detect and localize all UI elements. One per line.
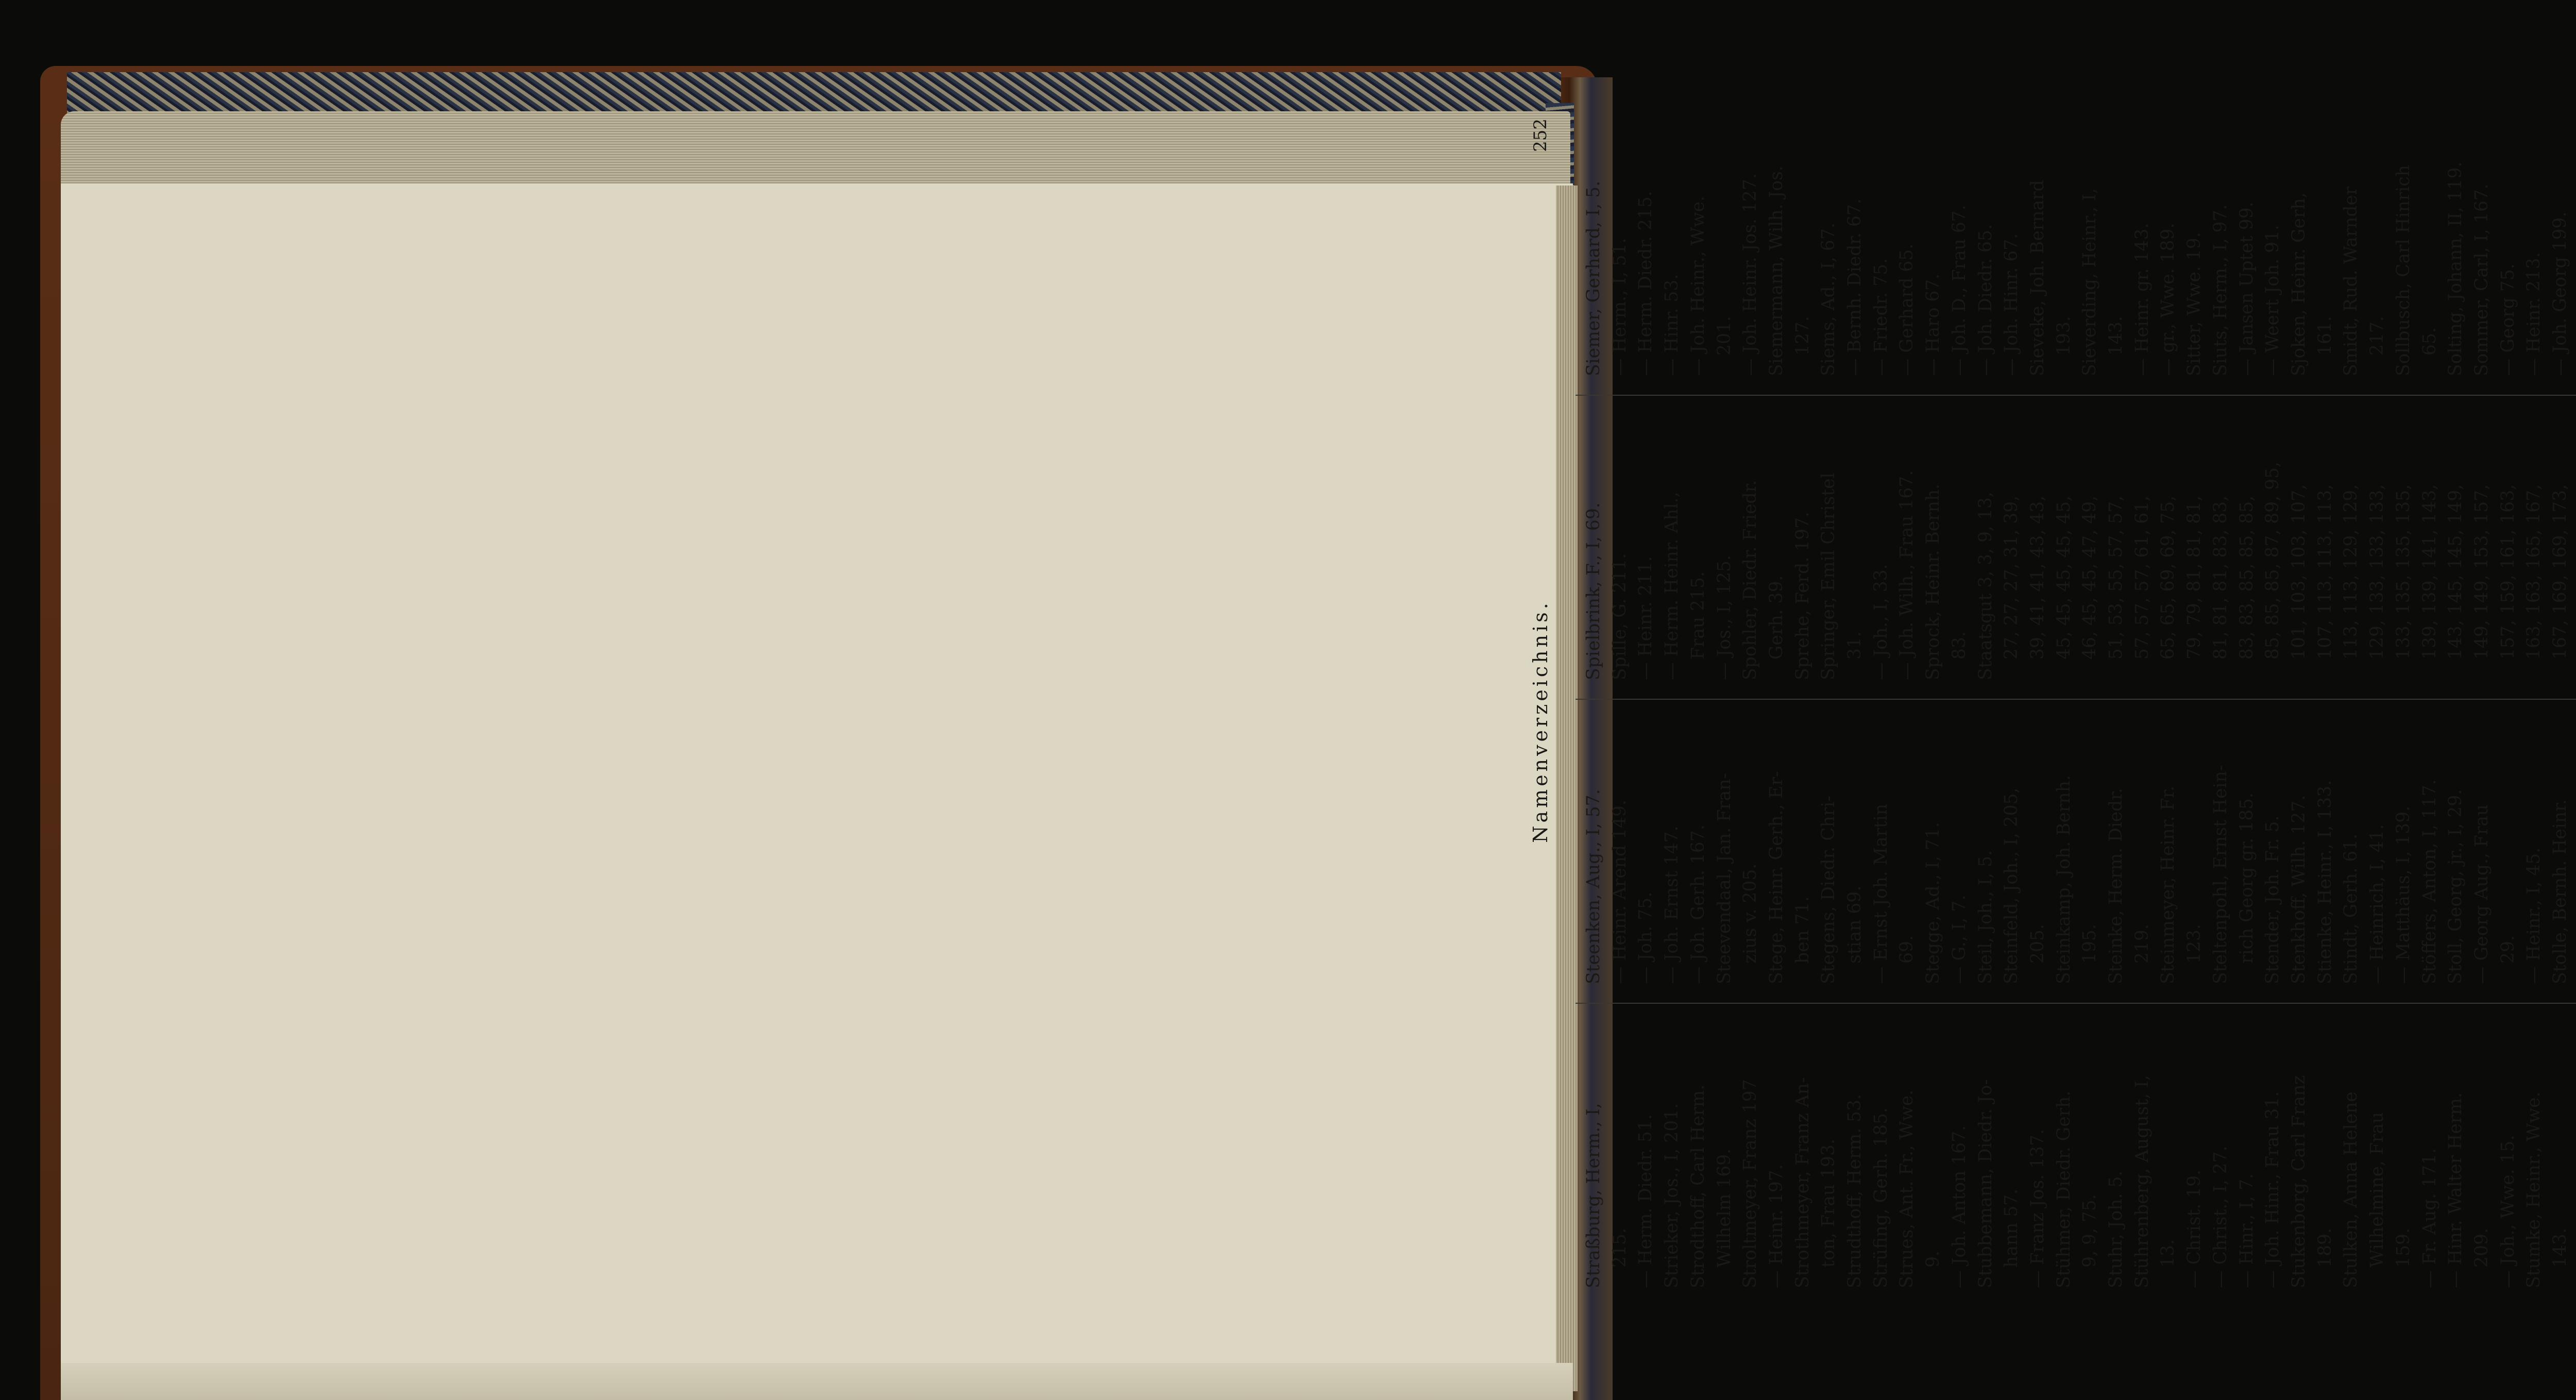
index-entry: Sieveke, Joh. Bernard (2027, 180, 2048, 376)
index-entry: Stegens, Diedr. Chri- (1818, 796, 1839, 984)
index-entry: — Georg Aug., Frau (2471, 804, 2492, 984)
index-entry: Sitter, Wwe. 19. (2184, 232, 2205, 376)
index-entry: Stenkhoff, Wilh. 127. (2288, 795, 2309, 984)
index-entry: Strieker, Jos., I, 201. (1662, 1103, 1683, 1288)
index-entry: — Jansen Uptet 99. (2236, 201, 2257, 376)
index-entry: — Hinr. Walter Herm. (2445, 1092, 2466, 1288)
index-entry: — Heinrich, I, 41. (2367, 824, 2388, 984)
index-entry-continuation: Wilhelm 169. (1714, 1148, 1735, 1268)
index-entry: — Friedr. 75. (1870, 258, 1891, 376)
index-entry-continuation: 79, 79, 81, 81, 81, (2184, 495, 2205, 660)
index-entry: Spille, G. 211. (1609, 553, 1630, 680)
index-entry: Strodthoff, Carl Herm. (1687, 1084, 1708, 1288)
index-entry-continuation: Wilhelmine, Frau (2367, 1111, 2388, 1268)
index-entry: — Hinr. 53. (1662, 274, 1683, 376)
index-entry-continuation: 217. (2367, 316, 2388, 356)
index-entry: — Herm., I, 51. (1609, 238, 1630, 376)
index-entry: Stroltmeyer, Franz 197 (1740, 1079, 1761, 1288)
index-entry: Sprehe, Ferd. 197. (1792, 512, 1813, 680)
index-entry-continuation: 27, 27, 27, 31, 39, (2001, 495, 2022, 660)
index-entry-continuation: 81, 81, 81, 83, 83, (2210, 495, 2231, 660)
index-entry-continuation: 149, 149, 153, 157, (2471, 484, 2492, 660)
index-entry: — gr., Wwe. 189. (2158, 223, 2179, 376)
index-entry: Stumke, Heinr., Wwe. (2523, 1091, 2545, 1288)
index-entry-continuation: 201. (1714, 316, 1735, 356)
index-entry: — Christ. 19. (2184, 1170, 2205, 1288)
index-entry: Stuhr, Joh. 5. (2106, 1170, 2127, 1288)
index-entry: Springer, Emil Christel (1818, 473, 1839, 680)
index-entry: — Matthäus, I, 139. (2393, 805, 2414, 984)
index-entry-continuation: 129, 133, 133, 133, (2367, 484, 2388, 660)
index-entry-continuation: 143. (2550, 1228, 2571, 1268)
index-entry: — Hinr., I, 7. (2236, 1173, 2257, 1288)
index-entry-continuation: Gerh. 39. (1766, 575, 1787, 660)
index-entry: Sieverding, Heinr., I, (2079, 188, 2100, 376)
index-entry: — Fr. Aug. 171. (2419, 1148, 2440, 1288)
index-entry: Siemer, Gerhard, I, 5. (1583, 180, 1604, 376)
index-entry-continuation: 83. (1948, 631, 1970, 660)
index-entry: — Joh. Wilh., Frau 167. (1896, 470, 1918, 680)
page-gutter (61, 1363, 1573, 1400)
index-entry: Stegge, Ad., I, 71. (1923, 822, 1944, 984)
index-entry: Siems, Ad., I, 67. (1818, 223, 1839, 376)
index-entry-continuation: 143, 145, 145, 149, (2445, 484, 2466, 660)
index-entry-continuation: 161. (2314, 316, 2335, 356)
index-entry: — Joh. Diedr. 65. (1975, 224, 1996, 376)
index-entry-continuation: 51, 53, 55, 57, 57, (2106, 495, 2127, 660)
index-entry-continuation: 193. (2053, 316, 2074, 356)
index-entry: Sollbusch, Carl Hinrich (2393, 165, 2414, 376)
index-entry: — Georg 75. (2497, 263, 2518, 376)
index-entry-continuation: 209. (2471, 1228, 2492, 1268)
index-entry: — Joh., Wwe. 15. (2497, 1135, 2518, 1288)
index-column-4 (1581, 1020, 2576, 1288)
index-entry: — Joh. Ernst 147. (1662, 825, 1683, 984)
index-entry: Solting, Johann, II, 119. (2445, 161, 2466, 376)
index-entry: Steinmeyer, Heinr. Fr. (2158, 786, 2179, 984)
index-entry: — Franz Jos. 137. (2027, 1129, 2048, 1288)
index-entry: Stubbemann, Diedr. Jo- (1975, 1078, 1996, 1288)
index-column-3 (1581, 716, 2576, 984)
index-entry (2573, 108, 2576, 376)
index-entry: Steinke, Herm. Diedr. (2106, 788, 2127, 984)
index-entry: Siemermann, Wilh. Jos. (1766, 165, 1787, 376)
index-entry-continuation: 205. (2027, 924, 2048, 964)
index-entry: Siuts, Herm., I, 97. (2210, 204, 2231, 376)
index-entry: Sjoken, Heinr. Gerh, (2288, 192, 2309, 376)
index-entry-continuation: 83, 83, 85, 85, 85, (2236, 495, 2257, 660)
index-entry: — Ernst Joh. Martin (1870, 803, 1891, 984)
index-entry: — Heinr. 211. (1635, 556, 1656, 680)
index-entry: — Joh. Georg 199. (2550, 211, 2571, 376)
index-entry: — Joh. 75. (1635, 891, 1656, 984)
index-entry-continuation (2573, 412, 2576, 680)
index-entry: Steil, Joh., I, 5. (1975, 850, 1996, 984)
index-entry (2573, 1020, 2576, 1288)
index-entry-continuation: 45, 45, 45, 45, 45, (2053, 495, 2074, 660)
index-entry-continuation: 85, 85, 85, 87, 89, 95, (2262, 461, 2283, 660)
index-entry: — Heinr., I, 45. (2523, 847, 2545, 984)
index-entry: — Weert Joh. 91. (2262, 225, 2283, 376)
index-entry: — Joh. Heinr. Jos. 127. (1740, 173, 1761, 376)
index-entry-continuation: 215. (1609, 1228, 1630, 1268)
index-entry: — Joh. Hinr., Frau 31. (2262, 1091, 2283, 1288)
index-entry: — Joh., I, 33. (1870, 564, 1891, 680)
index-entry: Steltenpohl, Ernst Hein- (2210, 765, 2231, 984)
index-entry-continuation: 46, 45, 45, 47, 49, (2079, 495, 2100, 660)
index-entry: Straßburg, Herm., I, (1583, 1103, 1604, 1288)
index-entry-continuation: 31. (1844, 631, 1866, 660)
index-entry: — G., I, 7. (1948, 895, 1970, 984)
index-entry-continuation: Frau 215. (1687, 571, 1708, 660)
index-entry-continuation: 163, 163, 165, 167, (2523, 484, 2545, 660)
index-entry: — Joh. Gerh. 167. (1687, 824, 1708, 984)
index-entry: Steevendaal, Jan. Fran- (1714, 772, 1735, 984)
index-entry-continuation (2573, 716, 2576, 984)
index-entry-continuation: 9, 9, 75. (2079, 1194, 2100, 1268)
book-page (61, 183, 1573, 1400)
index-entry-continuation: 69. (1896, 935, 1918, 964)
index-entry: Stolle, Bernh. Heinr. (2550, 799, 2571, 984)
column-rule (1575, 699, 2576, 700)
index-entry: Strüfing, Gerh. 185. (1870, 1107, 1891, 1288)
index-entry: Stöffers, Anton, I, 117. (2419, 779, 2440, 984)
index-entry-continuation: stian 69. (1844, 885, 1866, 964)
index-entry: Staatsgut 3, 3, 9, 13, (1975, 492, 1996, 680)
index-entry: — Heinr. gr. 143. (2131, 223, 2153, 376)
page-content (1525, 108, 2576, 1335)
index-entry: — Jos., I, 125. (1714, 554, 1735, 680)
index-entry: Stender, Joh. Fr. 5. (2262, 815, 2283, 984)
index-entry: Stoll, Georg, jr., I, 29. (2445, 789, 2466, 984)
index-entry: Spohler, Diedr. Friedr. (1740, 480, 1761, 680)
page-header (1525, 108, 1571, 1335)
index-entry-continuation: 189. (2314, 1228, 2335, 1268)
index-entry: Spielbrink, F., I, 69. (1583, 502, 1604, 680)
index-entry-continuation: 139, 139, 141, 143, (2419, 484, 2440, 660)
index-entry: — Heinr. 213. (2523, 252, 2545, 376)
index-entry-continuation: 9. (1923, 1251, 1944, 1268)
index-entry-continuation: 29. (2497, 935, 2518, 964)
index-entry-continuation: 113, 113, 129, 129, (2341, 484, 2362, 660)
index-entry: — Herm. Heinr. Ahl., (1662, 492, 1683, 680)
index-entry-continuation: 65, 65, 69, 69, 75, (2158, 495, 2179, 660)
index-entry: Stulken, Anna Helene (2341, 1091, 2362, 1288)
index-entry: Stege, Heinr. Gerh., Er- (1766, 771, 1787, 984)
index-entry: — Joh. Hinr. 67. (2001, 233, 2022, 376)
page-stack-top (61, 111, 1570, 190)
index-entry-continuation: 65. (2419, 327, 2440, 356)
index-entry-continuation: hann 57. (2001, 1188, 2022, 1268)
index-entry: Steenken, Aug., I, 57. (1583, 789, 1604, 984)
index-entry: Smidt, Rud. Warnder (2341, 186, 2362, 376)
index-entry: — Haro 67. (1923, 273, 1944, 376)
index-entry-continuation: 13. (2158, 1239, 2179, 1268)
running-head: Namenverzeichnis. (1529, 600, 1552, 843)
index-entry: — Joh. Anton 167. (1948, 1125, 1970, 1288)
index-entry: — Joh. Heinr., Wwe. (1687, 196, 1708, 376)
index-entry-continuation: 219. (2131, 924, 2153, 964)
index-entry-continuation: 159. (2393, 1228, 2414, 1268)
index-entry-continuation: 195. (2079, 924, 2100, 964)
index-entry-continuation: 157, 159, 161, 163, (2497, 484, 2518, 660)
index-entry: Stienke, Heinr., I, 133. (2314, 780, 2335, 984)
index-entry: Sommer, Carl, I, 167. (2471, 183, 2492, 376)
index-entry-continuation: 143. (2106, 316, 2127, 356)
index-column-2 (1581, 412, 2576, 680)
index-entry: Sprock, Heinr. Bernh. (1923, 483, 1944, 680)
index-entry: Strothmeyer, Franz An- (1792, 1077, 1813, 1288)
index-entry-continuation: zius v. 205. (1740, 863, 1761, 964)
index-entry-continuation: ben 71. (1792, 896, 1813, 964)
index-column-1 (1581, 108, 2576, 376)
index-entry: Strudthoff, Herm. 53. (1844, 1094, 1866, 1288)
index-entry-continuation: ton, Frau 193. (1818, 1139, 1839, 1268)
index-entry-continuation: 101, 103, 103, 107, (2288, 484, 2309, 660)
index-entry: Steinfeld, Joh., I, 205, (2001, 787, 2022, 984)
index-entry-continuation: 107, 113, 113, 113, (2314, 484, 2335, 660)
index-entry: Steinkamp, Joh. Bernh. (2053, 775, 2074, 984)
index-entry: — Heinr. 197. (1766, 1164, 1787, 1288)
index-entry-continuation: 39, 41, 41, 43, 43, (2027, 495, 2048, 660)
index-entry: Strues, Ant. Fr., Wwe. (1896, 1089, 1918, 1288)
index-entry-continuation: 133, 135, 135, 135, (2393, 484, 2414, 660)
index-entry: — Herm. Diedr. 51. (1635, 1114, 1656, 1288)
column-rule (1575, 1003, 2576, 1004)
index-entry: — Bernh. Diedr. 67. (1844, 198, 1866, 376)
index-entry-continuation: 167, 169, 169, 173, (2550, 484, 2571, 660)
index-entry-continuation: rich Georg gr. 185. (2236, 792, 2257, 964)
index-entry: — Christ., I, 27. (2210, 1145, 2231, 1288)
index-entry: Stührenberg, August, I, (2131, 1075, 2153, 1288)
index-entry: — Gerhard 65. (1896, 243, 1918, 376)
index-entry: Stühmer, Diedr. Gerh. (2053, 1090, 2074, 1288)
index-entry-continuation: 123. (2184, 924, 2205, 964)
index-entry: — Joh. D., Frau 67. (1948, 205, 1970, 376)
index-entry-continuation: 57, 57, 57, 61, 61, (2131, 495, 2153, 660)
index-entry: — Heinr. Arend 149. (1609, 800, 1630, 984)
index-entry: Stukenborg, Carl Franz (2288, 1075, 2309, 1288)
column-rule (1575, 395, 2576, 396)
index-entry: Stindt, Gerh. 61. (2341, 833, 2362, 984)
index-entry-continuation: 127. (1792, 316, 1813, 356)
page-number: 252 (1530, 119, 1551, 152)
index-entry: — Herm. Diedr. 215. (1635, 191, 1656, 376)
